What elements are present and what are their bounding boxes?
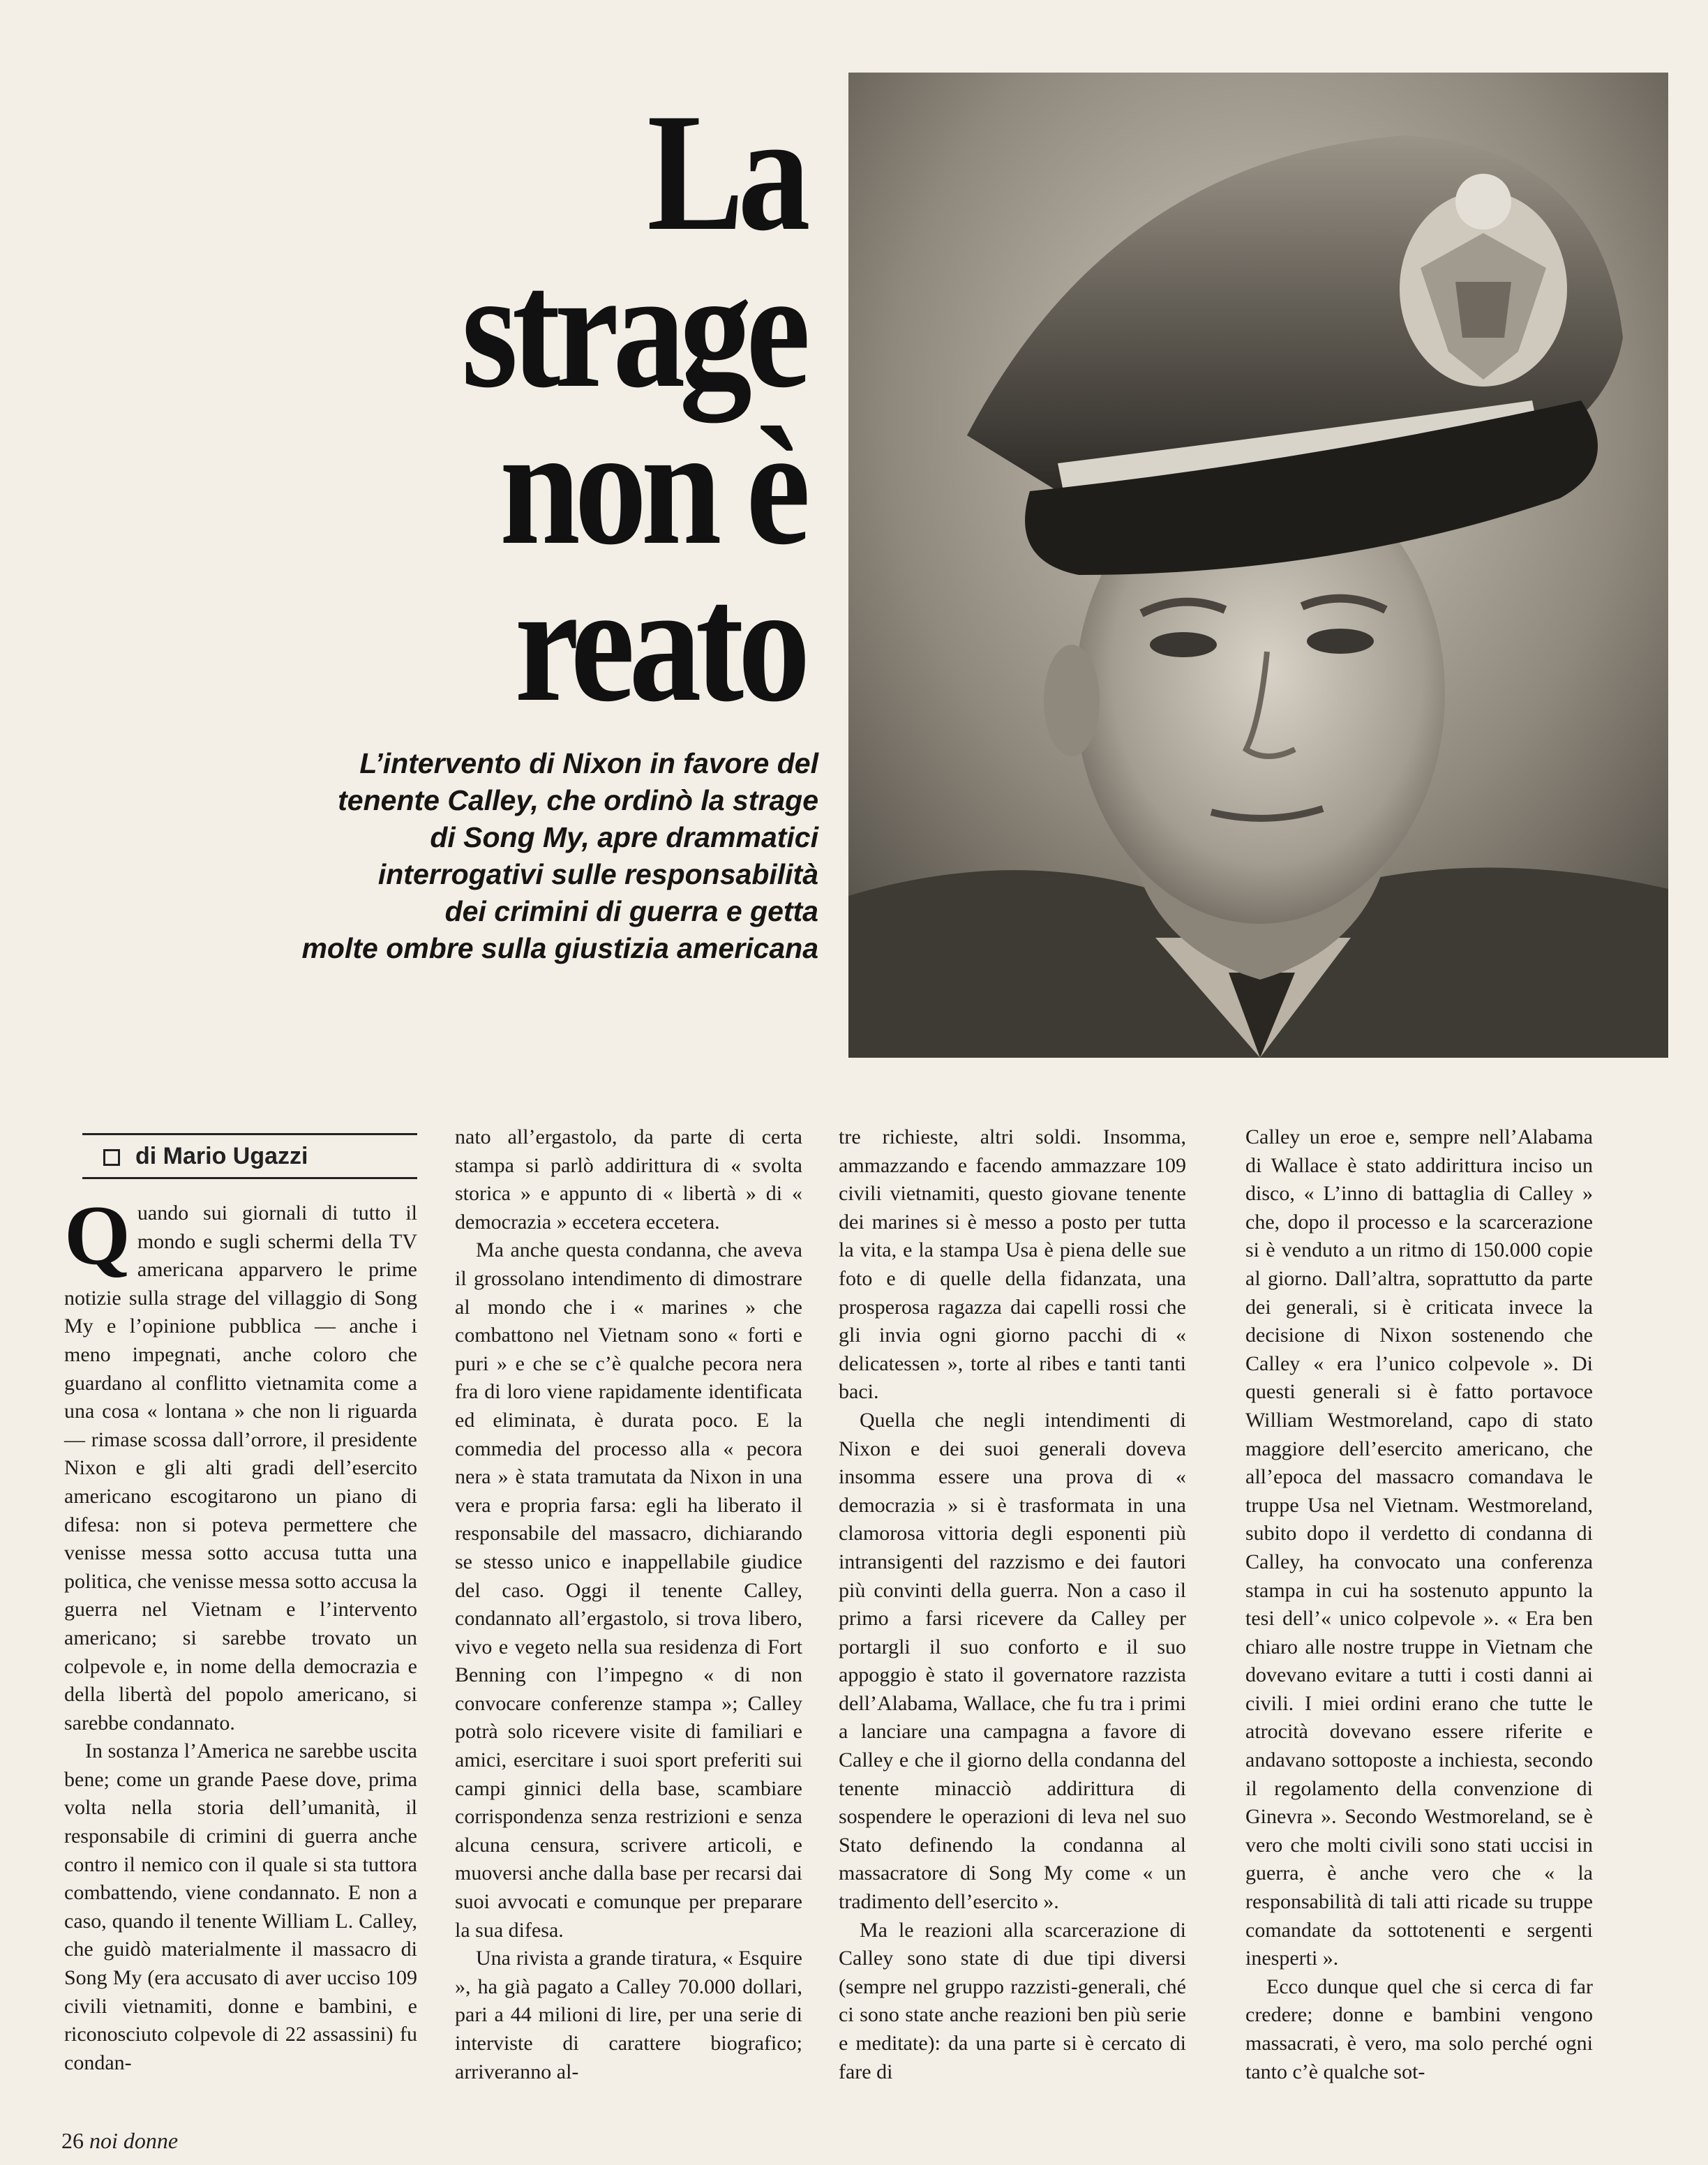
headline (324, 79, 804, 737)
portrait-photo (848, 73, 1668, 1058)
byline-text: di Mario Ugazzi (135, 1143, 308, 1169)
paragraph: uando sui giornali di tutto il mondo e sugli schermi della TV americana apparvero le prime notizie sulla strage del villaggio di Song My e l’opinione pubblica — anche i meno impegnati, anche coloro che guardano al conflitto vietnamita come a una cosa « lontana » che non li riguarda — rimase scossa dall’orrore, il presidente Nixon e gli alti gradi dell’esercito americano escogitarono un piano di difesa: non si poteva permettere che venisse messa sotto accusa tutta una politica, che venisse messa sotto accusa la guerra nel Vietnam e l’intervento americano; si sarebbe trovato un colpevole e, in nome della democrazia e della libertà del popolo americano, si sarebbe condannato. (64, 1201, 417, 1735)
headline-line-4: reato (514, 550, 804, 737)
paragraph: Ecco dunque quel che si cerca di far credere; donne e bambini vengono massacrati, è vero, ma solo perché ogni tanto c’è qualche sot- (1245, 1975, 1593, 2083)
byline (82, 1133, 417, 1179)
page-number: 26 (61, 2128, 84, 2153)
bullet-square-icon (103, 1149, 120, 1166)
standfirst (0, 745, 818, 967)
paragraph: tre richieste, altri soldi. Insomma, ammazzando e facendo ammazzare 109 civili vietnamiti, questo giovane tenente dei marines si è messo a posto per tutta la vita, e la stampa Usa è piena delle sue foto e di quelle della fidanzata, una prosperosa ragazza dai capelli rossi che gli invia ogni giorno pacchi di « delicatessen », torte al ribes e tanti tanti baci. (839, 1125, 1186, 1404)
paragraph: nato all’ergastolo, da parte di certa stampa si parlò addirittura di « svolta storica » e appunto di « libertà » di « democrazia » eccetera eccetera. (455, 1125, 802, 1234)
paragraph: In sostanza l’America ne sarebbe uscita bene; come un grande Paese dove, prima volta nella storia dell’umanità, il responsabile di crimini di guerra anche contro il nemico con il quale si sta tuttora combattendo, viene condannato. E non a caso, quando il tenente William L. Calley, che guidò materialmente il massacro di Song My (era accusato di aver ucciso 109 civili vietnamiti, donne e bambini, e riconosciuto colpevole di 22 assassini) fu condan- (64, 1739, 417, 2074)
paragraph: Quella che negli intendimenti di Nixon e dei suoi generali doveva insomma essere una prova di « democrazia » si è trasformata in una clamorosa vittoria degli esponenti più intransigenti del razzismo e dei fautori più convinti della guerra. Non a caso il primo a farsi ricevere da Calley per portargli il suo conforto e il suo appoggio è stato il governatore razzista dell’Alabama, Wallace, che fu tra i primi a lanciare una campagna a favore di Calley e che il giorno della condanna del tenente minacciò addirittura di sospendere le operazioni di leva nel suo Stato definendo la condanna al massacratore di Song My come « un tradimento dell’esercito ». (839, 1408, 1186, 1914)
article-column-1 (64, 1188, 417, 2077)
headline-line-2: strage (461, 236, 804, 423)
paragraph: Ma le reazioni alla scarcerazione di Calley sono state di due tipi diversi (sempre nel gruppo razzisti-generali, ché ci sono state anche reazioni ben più serie e meditate): da una parte si è cercato di fare di (839, 1918, 1186, 2083)
paragraph: Ma anche questa condanna, che aveva il grossolano intendimento di dimostrare al mondo che i « marines » che combattono nel Vietnam sono « forti e puri » e che se c’è qualche pecora nera fra di loro viene rapidamente identificata ed eliminata, è durata poco. E la commedia del processo alla « pecora nera » è stata tramutata da Nixon in una vera e propria farsa: egli ha liberato il responsabile del massacro, dichiarando se stesso unico e inappellabile giudice del caso. Oggi il tenente Calley, condannato all’ergastolo, si trova libero, vivo e vegeto nella sua residenza di Fort Benning con l’impegno « di non convocare conferenze stampa »; Calley potrà solo ricevere visite di familiari e amici, esercitare i suoi sport preferiti sui campi ginnici della base, scambiare corrispondenza senza restrizioni e senza alcuna censura, scrivere articoli, e muoversi anche dalla base per recarsi dai suoi avvocati e comunque per preparare la sua difesa. (455, 1238, 802, 1942)
headline-line-1: La (647, 79, 804, 266)
magazine-name: noi donne (89, 2128, 179, 2153)
standfirst-line-4: interrogativi sulle responsabilità (377, 858, 818, 890)
article-column-4 (1245, 1123, 1593, 2086)
article-column-3 (839, 1123, 1186, 2086)
paragraph: Una rivista a grande tiratura, « Esquire », ha già pagato a Calley 70.000 dollari, pari a 44 milioni di lire, per una serie di interviste di carattere biografico; arriveranno al- (455, 1947, 802, 2083)
dropcap: Q (64, 1188, 130, 1282)
paragraph: Calley un eroe e, sempre nell’Alabama di Wallace è stato addirittura inciso un disco, « L’inno di battaglia di Calley » che, dopo il processo e la scarcerazione si è venduto a un ritmo di 150.000 copie al giorno. Dall’altra, soprattutto da parte dei generali, si è criticata invece la decisione di Nixon sostenendo che Calley « era l’unico colpevole ». Di questi generali si è fatto portavoce William Westmoreland, capo di stato maggiore dell’esercito americano, che all’epoca del massacro comandava le truppe Usa nel Vietnam. Westmoreland, subito dopo il verdetto di condanna di Calley, ha convocato una conferenza stampa in cui ha sostenuto appunto la tesi dell’« unico colpevole ». « Era ben chiaro alle nostre truppe in Vietnam che dovevano evitare a tutti i costi danni ai civili. I miei ordini erano che tutte le atrocità dovevano essere riferite e andavano sottoposte a inchiesta, secondo il regolamento della convenzione di Ginevra ». Secondo Westmoreland, se è vero che molti civili sono stati uccisi in guerra, è anche vero che « la responsabilità di tali atti ricade su truppe comandate da sottotenenti e sergenti inesperti ». (1245, 1125, 1593, 1970)
headline-line-3: non è (500, 393, 804, 580)
portrait-illustration (848, 73, 1668, 1058)
standfirst-line-1: L’intervento di Nixon in favore del (359, 747, 818, 779)
article-column-2 (455, 1123, 802, 2086)
standfirst-line-3: di Song My, apre drammatici (430, 821, 818, 853)
standfirst-line-5: dei crimini di guerra e getta (444, 895, 818, 927)
standfirst-line-2: tenente Calley, che ordinò la strage (338, 784, 818, 816)
page-footer (61, 2128, 178, 2154)
standfirst-line-6: molte ombre sulla giustizia americana (301, 932, 818, 964)
